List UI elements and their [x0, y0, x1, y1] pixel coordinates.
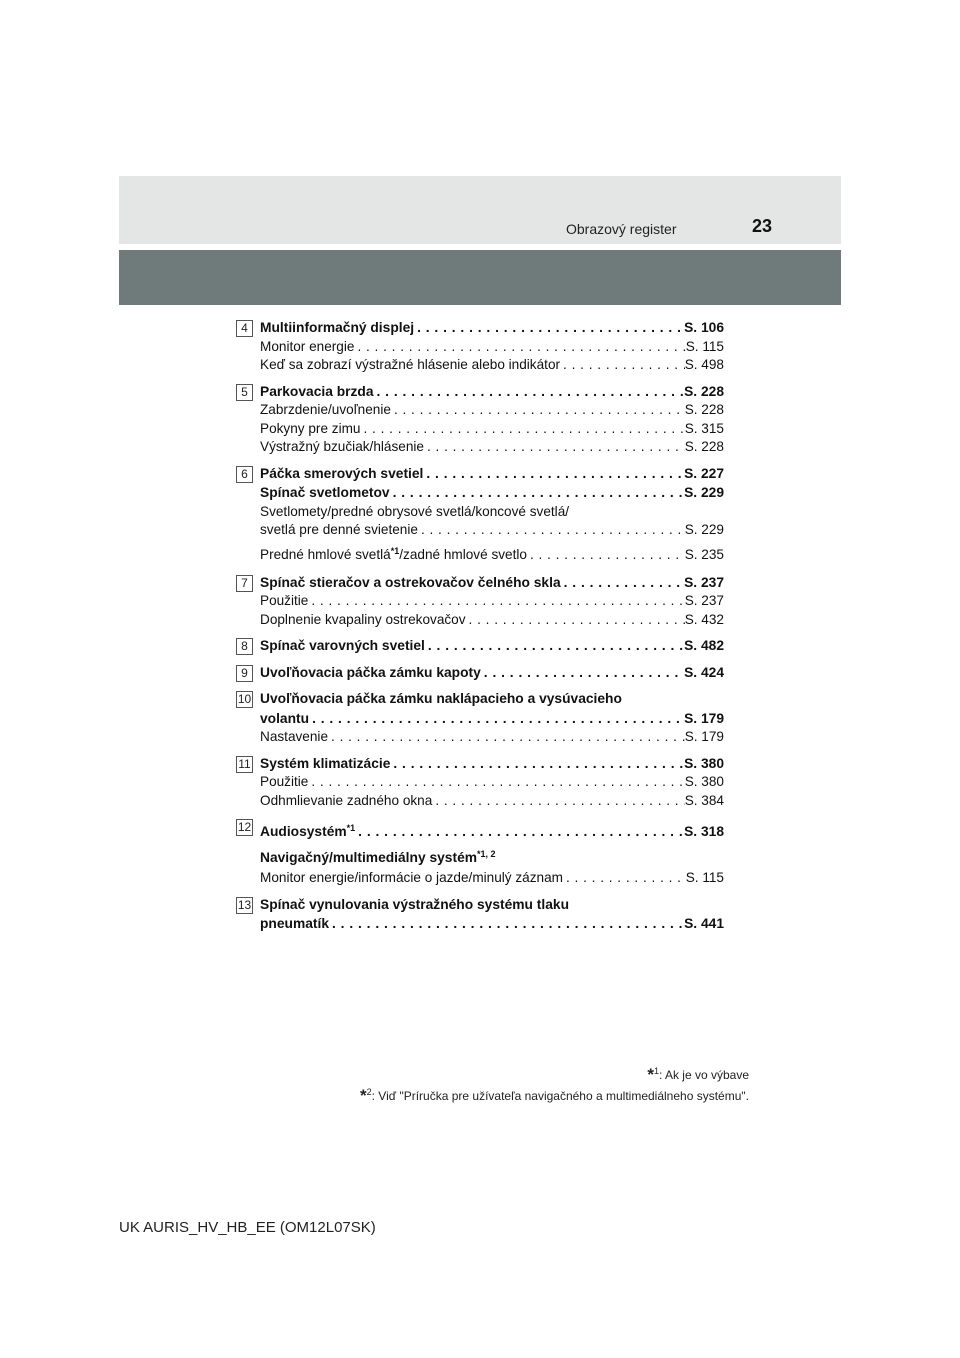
index-text: Páčka smerových svetiel — [260, 465, 424, 481]
index-entry — [238, 382, 724, 457]
index-line — [260, 611, 724, 630]
page-reference: S. 424 — [684, 664, 724, 680]
entry-number-badge: 13 — [237, 897, 252, 912]
dot-leader — [309, 709, 684, 729]
footnote-ref: *1 — [390, 545, 400, 556]
index-text: Pokyny pre zimu — [260, 420, 361, 436]
index-text: Uvoľňovacia páčka zámku naklápacieho a vysúvacieho — [260, 691, 622, 706]
entry-number-badge: 9 — [236, 665, 253, 682]
dot-leader — [563, 869, 686, 888]
index-text: Uvoľňovacia páčka zámku kapoty — [260, 664, 481, 680]
index-entry — [238, 573, 724, 630]
dot-leader — [425, 636, 684, 656]
index-line-heading — [260, 689, 724, 709]
index-line — [260, 438, 724, 457]
dot-leader — [390, 754, 684, 774]
index-entry — [238, 663, 724, 683]
entry-number-badge: 6 — [236, 466, 253, 483]
index-line — [260, 663, 724, 683]
index-line — [260, 573, 724, 593]
entry-number-badge: 4 — [236, 320, 253, 337]
index-text: pneumatík — [260, 916, 329, 931]
dot-leader — [390, 483, 685, 503]
index-entry — [238, 817, 724, 888]
index-text: Použitie — [260, 593, 309, 608]
page-reference: S. 380 — [684, 755, 724, 771]
dot-leader — [308, 773, 684, 792]
index-line — [260, 592, 724, 611]
index-text: Multiinformačný displej — [260, 320, 415, 335]
index-line — [260, 318, 724, 338]
index-line — [260, 338, 724, 357]
footnote-star: * — [359, 1086, 367, 1105]
dot-leader — [360, 420, 684, 439]
index-line — [260, 636, 724, 656]
index-text: Spínač vynulovania výstražného systému tlaku — [260, 896, 570, 912]
entry-number-badge: 5 — [236, 384, 253, 401]
index-line — [260, 914, 724, 934]
index-text: Nastavenie — [260, 729, 329, 744]
index-text: Audiosystém — [260, 824, 347, 839]
index-line — [260, 483, 724, 503]
footnote — [360, 1063, 749, 1084]
index-text: Zabrzdenie/uvoľnenie — [260, 402, 391, 417]
footnote-number: 1 — [653, 1066, 659, 1076]
index-text: Doplnenie kvapaliny ostrekovačov — [260, 611, 466, 627]
page-reference: S. 237 — [684, 574, 724, 590]
page-reference: S. 179 — [684, 729, 724, 744]
dot-leader — [355, 821, 684, 843]
index-line — [260, 792, 724, 811]
dot-leader — [423, 464, 684, 484]
section-title: Obrazový register — [566, 221, 677, 237]
footnote-star: * — [647, 1065, 654, 1084]
index-text: Výstražný bzučiak/hlásenie — [260, 439, 424, 454]
page-reference: S. 115 — [685, 338, 724, 354]
index-text: Navigačný/multimediálny systém — [260, 850, 478, 865]
index-line-heading — [260, 843, 724, 869]
footnote-text: : Ak je vo výbave — [658, 1068, 749, 1082]
index-text: Predné hmlové svetlá — [260, 546, 391, 562]
index-line — [260, 754, 724, 774]
dot-leader — [424, 438, 685, 457]
page-reference: S. 179 — [684, 710, 724, 726]
index-text: Odhmlievanie zadného okna — [260, 792, 433, 808]
index-text: Spínač varovných svetiel — [260, 638, 425, 653]
index-line — [260, 356, 724, 375]
page-reference: S. 228 — [684, 402, 724, 417]
footnote-number: 2 — [366, 1087, 372, 1097]
index-entry — [238, 895, 724, 934]
page-reference: S. 228 — [684, 383, 724, 399]
dot-leader — [374, 382, 685, 402]
dot-leader — [560, 356, 685, 375]
entry-number-badge: 7 — [236, 575, 253, 592]
index-line — [260, 817, 724, 843]
index-entry — [238, 636, 724, 656]
dot-leader — [391, 401, 685, 420]
page-reference: S. 380 — [684, 774, 724, 789]
dot-leader — [308, 592, 684, 611]
dot-leader — [414, 318, 684, 338]
index-line — [260, 521, 724, 540]
page-reference: S. 318 — [684, 824, 724, 839]
entry-number-badge: 8 — [236, 638, 253, 655]
page-reference: S. 482 — [684, 638, 724, 653]
dot-leader — [527, 544, 685, 566]
dot-leader — [432, 792, 684, 811]
entry-number-badge: 11 — [236, 756, 253, 773]
index-line — [260, 464, 724, 484]
index-text: Parkovacia brzda — [260, 383, 374, 399]
index-line — [260, 382, 724, 402]
page-reference: S. 227 — [684, 465, 724, 481]
index-line — [260, 420, 724, 439]
index-text: Spínač stieračov a ostrekovačov čelného skla — [260, 574, 561, 590]
dot-leader — [466, 611, 685, 630]
dot-leader — [354, 338, 685, 357]
index-entry — [238, 754, 724, 811]
index-entry — [238, 318, 724, 375]
dot-leader — [561, 573, 684, 593]
page-reference: S. 235 — [684, 546, 724, 562]
footnote-ref: *1, 2 — [477, 849, 496, 859]
footnote-ref: *1 — [346, 823, 356, 833]
index-entry — [238, 689, 724, 747]
dot-leader — [418, 521, 685, 540]
index-text: volantu — [260, 710, 310, 726]
index-line — [260, 869, 724, 888]
index-line-heading — [260, 503, 724, 522]
page-reference: S. 384 — [684, 792, 724, 808]
header-band-dark — [119, 250, 841, 305]
page-reference: S. 228 — [684, 439, 724, 454]
index-text: Svetlomety/predné obrysové svetlá/koncové svetlá/ — [260, 503, 570, 519]
entry-number-badge: 10 — [237, 692, 252, 706]
footnote-text: : Viď "Príručka pre užívateľa navigačného a multimediálneho systému". — [371, 1089, 749, 1103]
page-reference: S. 432 — [684, 611, 724, 627]
index-entry — [238, 464, 724, 566]
entry-number-badge: 12 — [237, 820, 252, 834]
index-text: Monitor energie/informácie o jazde/minulý záznam — [260, 870, 563, 885]
page-reference: S. 106 — [684, 320, 724, 335]
index-list — [238, 318, 724, 941]
dot-leader — [328, 728, 685, 747]
footnotes — [360, 1063, 749, 1105]
page-reference: S. 315 — [684, 420, 724, 436]
index-text: Spínač svetlometov — [260, 485, 390, 500]
index-text: Monitor energie — [260, 338, 355, 354]
index-line — [260, 709, 724, 729]
index-text: svetlá pre denné svietenie — [260, 522, 418, 537]
index-line — [260, 401, 724, 420]
footnote — [360, 1084, 749, 1105]
document-code: UK AURIS_HV_HB_EE (OM12L07SK) — [119, 1219, 376, 1236]
index-line-heading — [260, 895, 724, 915]
header-band-light — [119, 176, 841, 244]
page-reference: S. 229 — [684, 485, 724, 500]
page-reference: S. 498 — [684, 357, 724, 372]
index-line — [260, 728, 724, 747]
index-text: /zadné hmlové svetlo — [399, 546, 527, 562]
dot-leader — [329, 914, 684, 934]
page-reference: S. 441 — [684, 916, 724, 931]
page-reference: S. 115 — [685, 870, 724, 885]
index-line — [260, 540, 724, 566]
index-text: Systém klimatizácie — [260, 755, 391, 771]
page-number: 23 — [752, 216, 773, 236]
index-text: Keď sa zobrazí výstražné hlásenie alebo indikátor — [260, 357, 561, 372]
index-line — [260, 773, 724, 792]
page-reference: S. 237 — [684, 593, 724, 608]
index-text: Použitie — [260, 774, 309, 789]
page-reference: S. 229 — [684, 522, 724, 537]
dot-leader — [481, 663, 684, 683]
